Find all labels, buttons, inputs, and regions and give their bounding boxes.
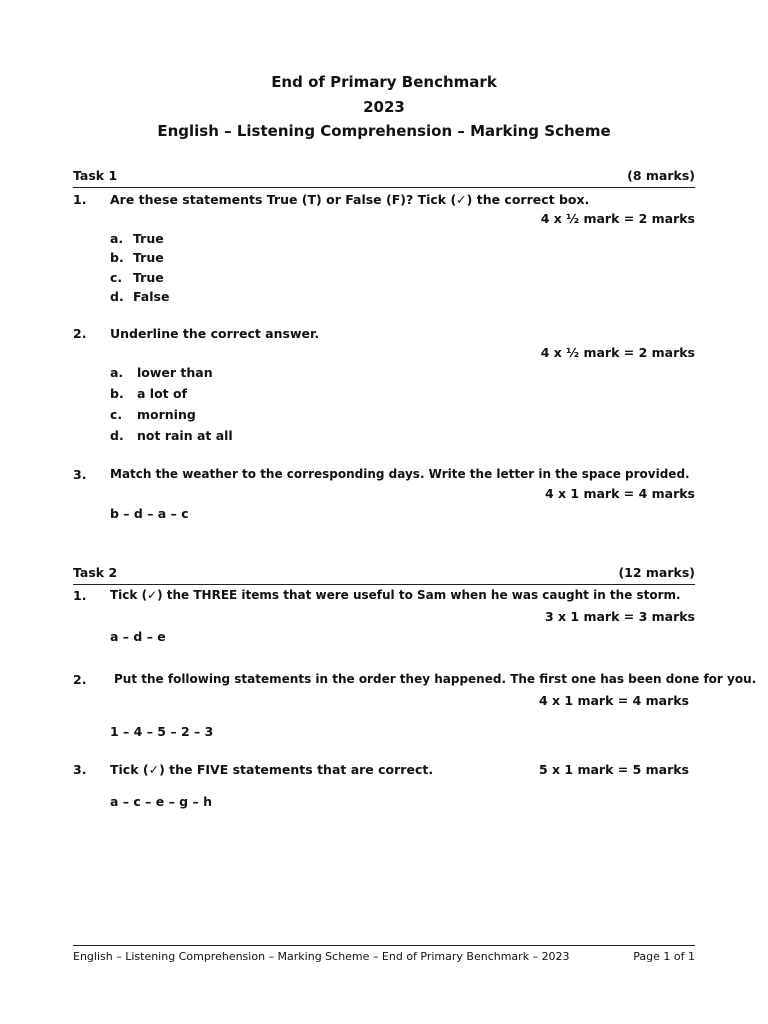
t1-q2-b-answer: a lot of	[137, 386, 188, 401]
t1-q1-b-letter: b.	[110, 250, 124, 265]
t1-q1-a-letter: a.	[110, 231, 124, 246]
t1-q1-c-answer: True	[133, 270, 164, 285]
t1-q2-c-letter: c.	[110, 407, 123, 422]
t2-q2-marks: 4 x 1 mark = 4 marks	[538, 693, 689, 708]
t1-q1-c-letter: c.	[110, 270, 123, 285]
page-number: Page 1 of 1	[633, 950, 695, 963]
t1-q2-d-answer: not rain at all	[137, 428, 233, 443]
t1-q2-d-letter: d.	[110, 428, 124, 443]
t2-q3-answer: a – c – e – g – h	[110, 794, 212, 809]
footer-text: English – Listening Comprehension – Marking Scheme – End of Primary Benchmark – 2023	[73, 950, 570, 963]
t1-q3-marks: 4 x 1 mark = 4 marks	[544, 486, 695, 501]
t2-q3-number: 3.	[73, 762, 87, 777]
t1-q3-answer: b – d – a – c	[110, 506, 189, 521]
t1-q1-d-answer: False	[133, 289, 170, 304]
t2-q2-text: Put the following statements in the order they happened. The first one has been done for you.	[114, 672, 757, 686]
t1-q2-text: Underline the correct answer.	[110, 326, 320, 341]
t2-q1-number: 1.	[73, 588, 87, 603]
t1-q2-c-answer: morning	[137, 407, 196, 422]
t1-q2-b-letter: b.	[110, 386, 124, 401]
footer-divider	[73, 945, 695, 946]
t1-q2-a-answer: lower than	[137, 365, 213, 380]
t2-q1-marks: 3 x 1 mark = 3 marks	[544, 609, 695, 624]
t2-q1-text: Tick (✓) the THREE items that were useful to Sam when he was caught in the storm.	[110, 588, 681, 602]
t1-q1-marks: 4 x ½ mark = 2 marks	[540, 211, 695, 226]
t2-q2-number: 2.	[73, 672, 87, 687]
document-year: 2023	[363, 98, 405, 116]
t1-q3-number: 3.	[73, 467, 87, 482]
document-title: End of Primary Benchmark	[271, 73, 497, 91]
document-subtitle: English – Listening Comprehension – Marking Scheme	[157, 122, 611, 140]
t1-q2-number: 2.	[73, 326, 87, 341]
t1-q1-d-letter: d.	[110, 289, 124, 304]
t1-q3-text: Match the weather to the corresponding days. Write the letter in the space provided.	[110, 467, 690, 481]
task1-divider	[73, 187, 695, 188]
task1-label: Task 1	[73, 168, 118, 183]
t1-q1-a-answer: True	[133, 231, 164, 246]
task2-marks: (12 marks)	[618, 565, 695, 580]
t1-q1-text: Are these statements True (T) or False (F)? Tick (✓) the correct box.	[110, 192, 590, 207]
t1-q1-b-answer: True	[133, 250, 164, 265]
task2-label: Task 2	[73, 565, 118, 580]
t1-q2-marks: 4 x ½ mark = 2 marks	[540, 345, 695, 360]
t2-q3-marks: 5 x 1 mark = 5 marks	[538, 762, 689, 777]
t2-q1-answer: a – d – e	[110, 629, 166, 644]
t1-q2-a-letter: a.	[110, 365, 124, 380]
t2-q3-text: Tick (✓) the FIVE statements that are correct.	[110, 762, 434, 777]
task1-marks: (8 marks)	[627, 168, 695, 183]
t1-q1-number: 1.	[73, 192, 87, 207]
t2-q2-answer: 1 – 4 – 5 – 2 – 3	[110, 724, 214, 739]
task2-divider	[73, 584, 695, 585]
